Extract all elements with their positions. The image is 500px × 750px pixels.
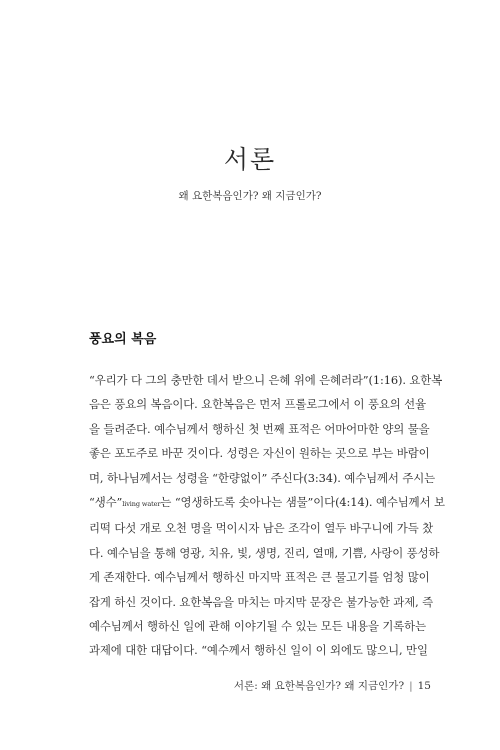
body-line: 게 존재한다. 예수님께서 행하신 마지막 표적은 큰 물고기를 엄청 많이 bbox=[89, 570, 430, 585]
running-title: 서론: 왜 요한복음인가? 왜 지금인가? bbox=[233, 680, 405, 692]
body-line-with-gloss bbox=[89, 490, 445, 516]
chapter-title: 서론 bbox=[223, 145, 277, 174]
page-number: 15 bbox=[417, 680, 431, 692]
body-line: 예수님께서 행하신 일에 관해 이야기될 수 있는 모든 내용을 기록하는 bbox=[89, 619, 426, 634]
body-line: 리떡 다섯 개로 오천 명을 먹이시자 남은 조각이 열두 바구니에 가득 찼 bbox=[89, 521, 434, 536]
footer-separator: | bbox=[409, 680, 413, 692]
section-heading: 풍요의 복음 bbox=[89, 332, 157, 347]
body-line: 다. 예수님을 통해 영광, 치유, 빛, 생명, 진리, 열매, 기쁨, 사랑이 풍성하 bbox=[89, 545, 440, 560]
body-line: 음은 풍요의 복음이다. 요한복음은 먼저 프롤로그에서 이 풍요의 선율 bbox=[89, 397, 426, 412]
gloss-annotation: living water bbox=[122, 500, 161, 509]
body-line: “우리가 다 그의 충만한 데서 받으니 은혜 위에 은혜러라”(1:16). 요한복 bbox=[89, 373, 443, 387]
body-line: 을 들려준다. 예수님께서 행하신 첫 번째 표적은 어마어마한 양의 물을 bbox=[89, 421, 430, 436]
chapter-subtitle: 왜 요한복음인가? 왜 지금인가? bbox=[178, 190, 322, 202]
body-line: 며, 하나님께서는 성령을 “한량없이” 주신다(3:34). 예수님께서 주시는 bbox=[89, 470, 436, 485]
page-footer bbox=[234, 678, 431, 693]
body-line: 잡게 하신 것이다. 요한복음을 마치는 마지막 문장은 불가능한 과제, 즉 bbox=[89, 594, 434, 609]
body-line: 좋은 포도주로 바꾼 것이다. 성령은 자신이 원하는 곳으로 부는 바람이 bbox=[89, 446, 430, 461]
gloss-term: “생수” bbox=[89, 495, 123, 510]
body-text bbox=[89, 368, 445, 663]
gloss-continuation: 는 “영생하도록 솟아나는 샘물”이다(4:14). 예수님께서 보 bbox=[160, 495, 445, 510]
body-line: 과제에 대한 대답이다. “예수께서 행하신 일이 이 외에도 많으니, 만일 bbox=[89, 643, 428, 658]
